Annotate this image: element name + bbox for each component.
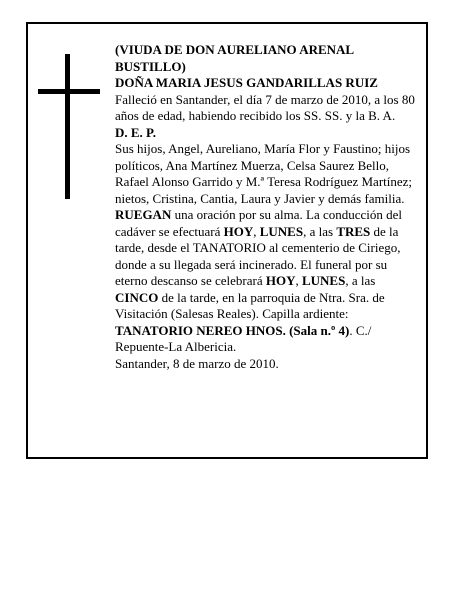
request-text-2: , a las <box>303 223 337 239</box>
death-paragraph: Falleció en Santander, el día 7 de marzo de 2010, a los 80 años de edad, habiendo recibido los SS. SS. y la B. A. <box>115 91 415 123</box>
comma-1: , <box>253 223 260 239</box>
date-line: Santander, 8 de marzo de 2010. <box>115 355 279 371</box>
cross-vertical-bar <box>65 54 70 199</box>
lunes-word-2: LUNES <box>301 273 346 288</box>
ruegan-word: RUEGAN <box>115 207 172 222</box>
tres-word: TRES <box>336 223 371 239</box>
cinco-word: CINCO <box>115 289 159 305</box>
request-text-5: de la tarde, en la parroquia de Ntra. Sra. de Visitación (Salesas Reales). Capilla ardiente: <box>115 289 385 321</box>
dep-line: D. E. P. <box>115 124 157 140</box>
request-text-1: una oración por su alma. La conducción del cadáver se efectuará <box>115 207 403 239</box>
obituary-notice <box>26 22 428 459</box>
request-text-6: . C./ Repuente-La Albericia. <box>115 322 372 354</box>
family-paragraph: Sus hijos, Angel, Aureliano, María Flor y Faustino; hijos políticos, Ana Martínez Muerza, Celsa Saurez Bello, Rafael Alonso Garrido y M.ª Teresa Rodríguez Martínez; nietos, Cristina, Cantia, Laura y Javier y demás familia. <box>115 141 413 206</box>
hoy-word-2: HOY <box>265 273 296 288</box>
comma-2: , <box>295 273 302 288</box>
lunes-word-1: LUNES <box>259 223 304 239</box>
tanatorio-name: TANATORIO NEREO HNOS. (Sala n.º 4) <box>115 322 350 338</box>
request-paragraph <box>115 207 421 356</box>
notice-text <box>115 42 421 372</box>
cross-horizontal-bar <box>38 89 100 94</box>
request-text-3: de la tarde, desde el TANATORIO al cementerio de Ciriego, donde a su llegada será incinerado. El funeral por su eterno descanso se celebrará <box>115 223 401 288</box>
hoy-word-1: HOY <box>223 223 254 239</box>
request-text-4: , a las <box>345 273 376 288</box>
deceased-name: DOÑA MARIA JESUS GANDARILLAS RUIZ <box>115 75 378 90</box>
cross-icon <box>38 54 100 199</box>
widow-header: (VIUDA DE DON AURELIANO ARENAL BUSTILLO) <box>115 42 354 74</box>
